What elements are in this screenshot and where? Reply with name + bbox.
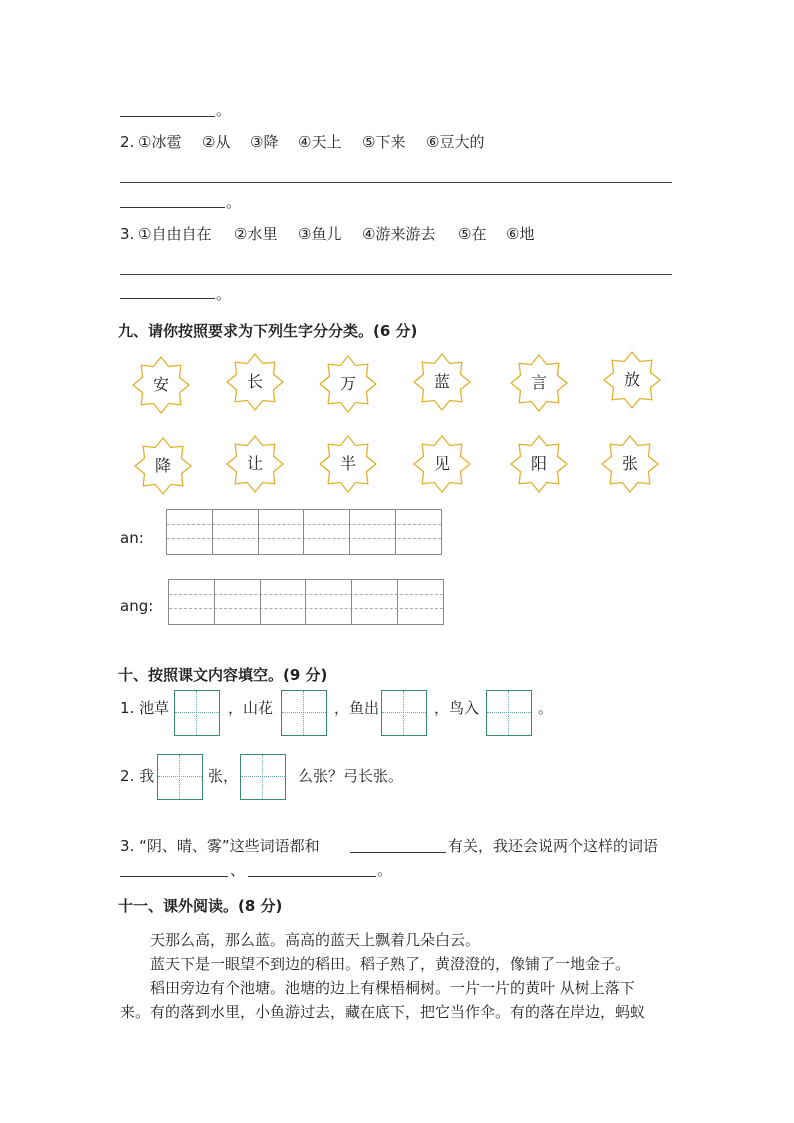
answer-blank[interactable] <box>350 852 446 853</box>
reading-paragraph: 来。有的落到水里，小鱼游过去，藏在底下，把它当作伞。有的落在岸边，蚂蚁 <box>120 1003 646 1021</box>
fill-text: ，山花 <box>228 699 274 717</box>
period: 。 <box>216 285 232 303</box>
character-star <box>602 350 662 410</box>
character-star <box>225 352 285 412</box>
character: 阳 <box>530 454 547 473</box>
character: 万 <box>339 374 356 393</box>
q3-item: ⑥地 <box>506 225 535 243</box>
section-title: 九、请你按照要求为下列生字分分类。(6 分) <box>118 322 418 340</box>
character: 蓝 <box>433 372 450 391</box>
q2-item: ①冰雹 <box>138 133 182 151</box>
reading-paragraph: 蓝天下是一眼望不到边的稻田。稻子熟了，黄澄澄的，像铺了一地金子。 <box>150 955 631 973</box>
q3-item: ④游来游去 <box>362 225 436 243</box>
tianzige-box[interactable] <box>381 690 427 736</box>
tianzige-box[interactable] <box>281 690 327 736</box>
q2-item: ⑤下来 <box>362 133 406 151</box>
q2-label: 2. <box>120 133 135 151</box>
answer-blank[interactable] <box>120 116 215 117</box>
character-star <box>131 355 191 415</box>
answer-blank[interactable] <box>120 207 225 208</box>
ang-pinyin-grid[interactable] <box>168 579 444 625</box>
character: 安 <box>152 375 169 394</box>
tianzige-box[interactable] <box>240 754 286 800</box>
fill-text: 2. 我 <box>120 767 155 785</box>
section-title: 十、按照课文内容填空。(9 分) <box>118 666 328 684</box>
fill-text: ，鸟入 <box>434 699 480 717</box>
tianzige-box[interactable] <box>486 690 532 736</box>
q2-item: ③降 <box>250 133 279 151</box>
character: 见 <box>433 454 450 473</box>
character: 言 <box>530 373 547 392</box>
q2-item: ②从 <box>202 133 231 151</box>
character-star <box>133 436 193 496</box>
answer-blank[interactable] <box>120 876 228 877</box>
character-star <box>412 434 472 494</box>
reading-paragraph: 稻田旁边有个池塘。池塘的边上有棵梧桐树。一片一片的黄叶 从树上落下 <box>150 979 635 997</box>
q2-item: ④天上 <box>298 133 342 151</box>
period: 。 <box>226 193 242 211</box>
fill-text: 3. “阴、晴、雾”这些词语都和 <box>120 837 320 855</box>
q3-item: ①自由自在 <box>138 225 212 243</box>
an-label: an: <box>120 529 144 547</box>
character-star <box>225 434 285 494</box>
answer-line[interactable] <box>120 274 672 275</box>
character: 张 <box>621 454 638 473</box>
answer-line[interactable] <box>120 182 672 183</box>
period: 。 <box>377 861 393 879</box>
period: 。 <box>216 101 232 119</box>
fill-text: 有关，我还会说两个这样的词语 <box>448 837 659 855</box>
fill-text: 么张？弓长张。 <box>298 767 404 785</box>
q2-item: ⑥豆大的 <box>426 133 485 151</box>
tianzige-box[interactable] <box>157 754 203 800</box>
character-star <box>509 353 569 413</box>
fill-text: ，鱼出 <box>334 699 380 717</box>
character-star <box>412 352 472 412</box>
fill-text: 。 <box>538 699 554 717</box>
fill-text: 张， <box>208 767 239 785</box>
q3-item: ②水里 <box>234 225 278 243</box>
tianzige-box[interactable] <box>174 690 220 736</box>
character-star <box>318 434 378 494</box>
an-pinyin-grid[interactable] <box>166 509 442 555</box>
section-title: 十一、课外阅读。(8 分) <box>118 897 283 915</box>
ang-label: ang: <box>120 597 154 615</box>
answer-blank[interactable] <box>120 298 215 299</box>
character: 降 <box>154 456 171 475</box>
answer-blank[interactable] <box>248 876 376 877</box>
fill-text: 1. 池草 <box>120 699 170 717</box>
character: 放 <box>623 370 640 389</box>
q3-label: 3. <box>120 225 135 243</box>
fill-text: 、 <box>230 861 246 879</box>
character-star <box>318 354 378 414</box>
character: 长 <box>246 372 263 391</box>
character: 让 <box>246 454 263 473</box>
character-star <box>600 434 660 494</box>
character-star <box>509 434 569 494</box>
q3-item: ⑤在 <box>458 225 487 243</box>
character: 半 <box>339 454 356 473</box>
reading-paragraph: 天那么高，那么蓝。高高的蓝天上飘着几朵白云。 <box>150 931 481 949</box>
q3-item: ③鱼儿 <box>298 225 342 243</box>
